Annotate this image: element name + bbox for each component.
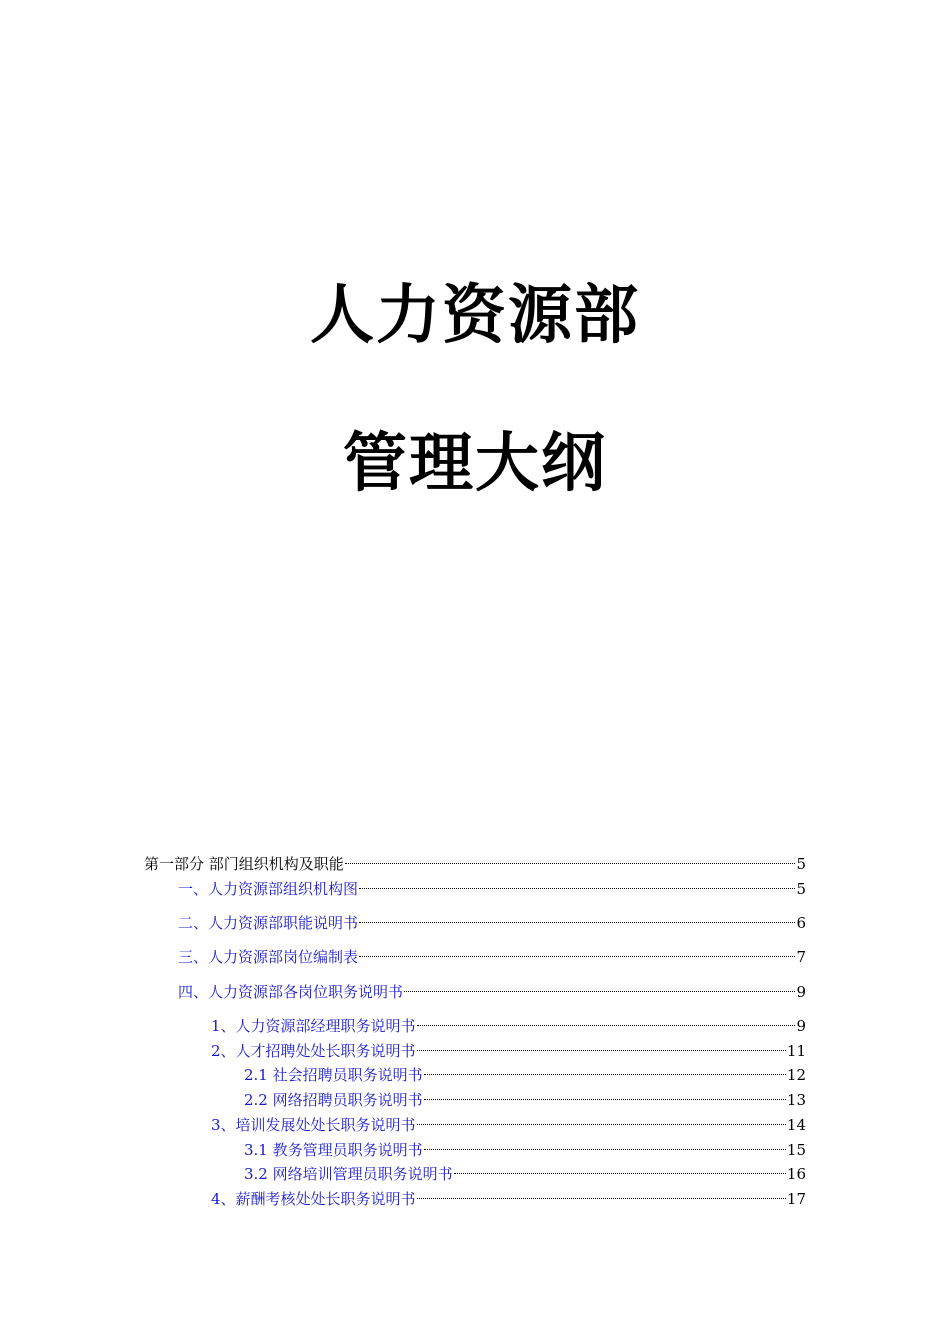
toc-entry-page: 17 xyxy=(786,1190,806,1208)
toc-entry[interactable] xyxy=(244,1058,806,1084)
toc-dot-leader xyxy=(359,940,795,962)
toc-entry[interactable] xyxy=(178,872,806,898)
document-title-line-1: 人力资源部 xyxy=(310,279,640,353)
toc-entry[interactable] xyxy=(244,1083,806,1109)
toc-entry-page: 14 xyxy=(786,1116,806,1134)
toc-entry-label: 3、培训发展处处长职务说明书 xyxy=(211,1116,416,1134)
toc-entry-label: 2.2 网络招聘员职务说明书 xyxy=(244,1091,423,1109)
toc-entry-page: 6 xyxy=(796,914,806,932)
toc-dot-leader xyxy=(454,1157,786,1179)
toc-entry-page: 5 xyxy=(796,880,806,898)
toc-entry[interactable] xyxy=(178,975,806,1001)
toc-entry-label: 二、人力资源部职能说明书 xyxy=(178,914,359,932)
toc-entry-label: 1、人力资源部经理职务说明书 xyxy=(211,1017,416,1035)
toc-entry-label: 3.2 网络培训管理员职务说明书 xyxy=(244,1165,453,1183)
toc-dot-leader xyxy=(359,872,795,894)
toc-dot-leader xyxy=(424,1133,786,1155)
toc-entry[interactable] xyxy=(178,940,806,966)
toc-entry-label: 3.1 教务管理员职务说明书 xyxy=(244,1141,423,1159)
toc-entry[interactable] xyxy=(211,1108,806,1134)
toc-entry-page: 7 xyxy=(796,948,806,966)
toc-dot-leader xyxy=(345,847,796,869)
toc-entry-page: 15 xyxy=(786,1141,806,1159)
toc-entry-page: 5 xyxy=(796,855,806,873)
toc-entry-label: 四、人力资源部各岗位职务说明书 xyxy=(178,983,404,1001)
toc-entry-label: 三、人力资源部岗位编制表 xyxy=(178,948,359,966)
toc-dot-leader xyxy=(424,1083,786,1105)
toc-entry-page: 12 xyxy=(786,1066,806,1084)
toc-entry-label: 2.1 社会招聘员职务说明书 xyxy=(244,1066,423,1084)
toc-entry-label: 第一部分 部门组织机构及职能 xyxy=(144,855,344,873)
toc-entry-label: 4、薪酬考核处处长职务说明书 xyxy=(211,1190,416,1208)
toc-entry[interactable] xyxy=(178,906,806,932)
toc-dot-leader xyxy=(359,906,795,928)
toc-entry-page: 16 xyxy=(786,1165,806,1183)
toc-entry-page: 9 xyxy=(796,1017,806,1035)
toc-dot-leader xyxy=(417,1009,796,1031)
toc-entry-page: 13 xyxy=(786,1091,806,1109)
toc-entry-page: 9 xyxy=(796,983,806,1001)
toc-entry[interactable] xyxy=(211,1034,806,1060)
toc-dot-leader xyxy=(424,1058,786,1080)
toc-entry[interactable] xyxy=(211,1009,806,1035)
toc-entry-page: 11 xyxy=(786,1042,806,1060)
toc-entry-label: 2、人才招聘处处长职务说明书 xyxy=(211,1042,416,1060)
document-title-line-2: 管理大纲 xyxy=(343,427,607,501)
toc-entry-label: 一、人力资源部组织机构图 xyxy=(178,880,359,898)
toc-dot-leader xyxy=(417,1108,786,1130)
toc-entry[interactable] xyxy=(211,1182,806,1208)
toc-dot-leader xyxy=(417,1182,786,1204)
toc-entry[interactable] xyxy=(244,1133,806,1159)
toc-entry[interactable] xyxy=(244,1157,806,1183)
toc-dot-leader xyxy=(417,1034,786,1056)
toc-dot-leader xyxy=(404,975,795,997)
toc-entry[interactable] xyxy=(144,847,806,873)
